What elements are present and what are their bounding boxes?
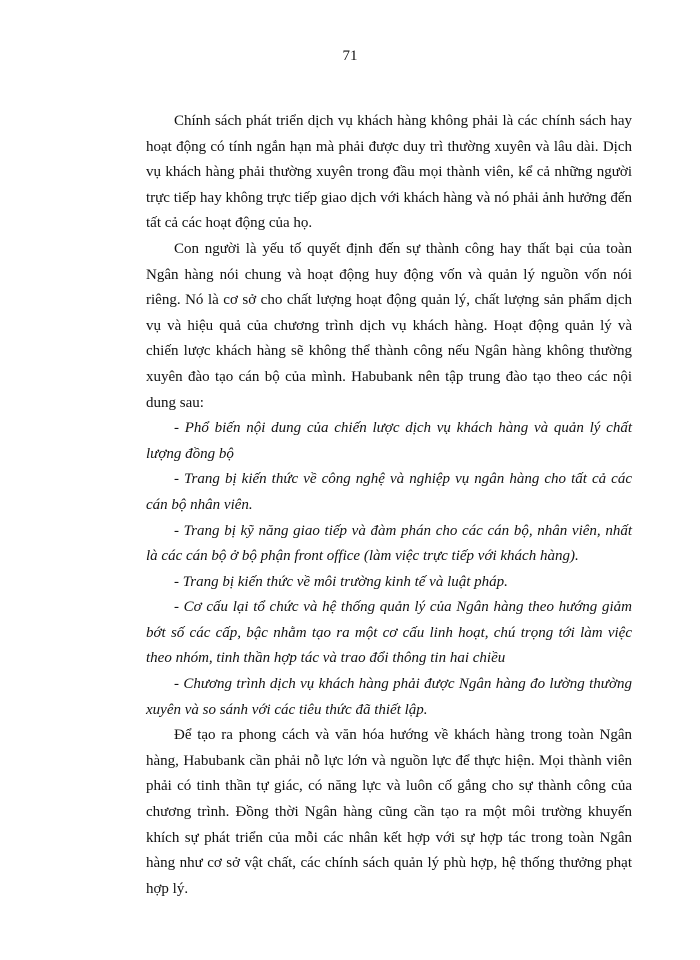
paragraph-human-factor: Con người là yếu tố quyết định đến sự thành công hay thất bại của toàn Ngân hàng nói chung và hoạt động huy động vốn và quản lý nguồn vốn nói riêng. Nó là cơ sở cho chất lượng hoạt động quản lý, chất lượng sản phẩm dịch vụ và hiệu quả của chương trình dịch vụ khách hàng. Hoạt động quản lý và chiến lược khách hàng sẽ không thể thành công nếu Ngân hàng không thường xuyên đào tạo cán bộ của mình. Habubank nên tập trung đào tạo theo các nội dung sau: bbox=[146, 240, 632, 411]
training-item-restructure: - Cơ cấu lại tổ chức và hệ thống quản lý của Ngân hàng theo hướng giảm bớt số các cấp, bậc nhằm tạo ra một cơ cấu linh hoạt, chú trọng tới làm việc theo nhóm, tinh thần hợp tác và trao đổi thông tin hai chiều bbox=[146, 599, 632, 667]
training-item-economics-law: - Trang bị kiến thức về môi trường kinh tế và luật pháp. bbox=[174, 573, 508, 590]
paragraph-culture: Để tạo ra phong cách và văn hóa hướng về khách hàng trong toàn Ngân hàng, Habubank cần phải nỗ lực lớn và nguồn lực để thực hiện. Mọi thành viên phải có tinh thần tự giác, có năng lực và luôn cố gắng cho sự thành công của chương trình. Đồng thời Ngân hàng cũng cần tạo ra một môi trường khuyến khích sự phát triển của mỗi các nhân kết hợp với sự hợp tác trong toàn Ngân hàng như cơ sở vật chất, các chính sách quản lý phù hợp, hệ thống thưởng phạt hợp lý. bbox=[146, 727, 632, 897]
training-item-strategy: - Phổ biến nội dung của chiến lược dịch vụ khách hàng và quản lý chất lượng đồng bộ bbox=[146, 420, 632, 462]
paragraph-policy-intro: Chính sách phát triển dịch vụ khách hàng không phải là các chính sách hay hoạt động có tính ngắn hạn mà phải được duy trì thường xuyên và lâu dài. Dịch vụ khách hàng phải thường xuyên trong đầu mọi thành viên, kể cả những người trực tiếp hay không trực tiếp giao dịch với khách hàng và nó phải ảnh hưởng đến tất cả các hoạt động của họ. bbox=[146, 113, 632, 232]
training-item-technology: - Trang bị kiến thức về công nghệ và nghiệp vụ ngân hàng cho tất cả các cán bộ nhân viên. bbox=[146, 471, 632, 513]
training-item-measurement: - Chương trình dịch vụ khách hàng phải được Ngân hàng đo lường thường xuyên và so sánh với các tiêu thức đã thiết lập. bbox=[146, 676, 632, 718]
document-body bbox=[146, 109, 632, 902]
training-item-communication: - Trang bị kỹ năng giao tiếp và đàm phán cho các cán bộ, nhân viên, nhất là các cán bộ ở bộ phận front office (làm việc trực tiếp với khách hàng). bbox=[146, 522, 632, 565]
page-number: 71 bbox=[342, 48, 358, 64]
